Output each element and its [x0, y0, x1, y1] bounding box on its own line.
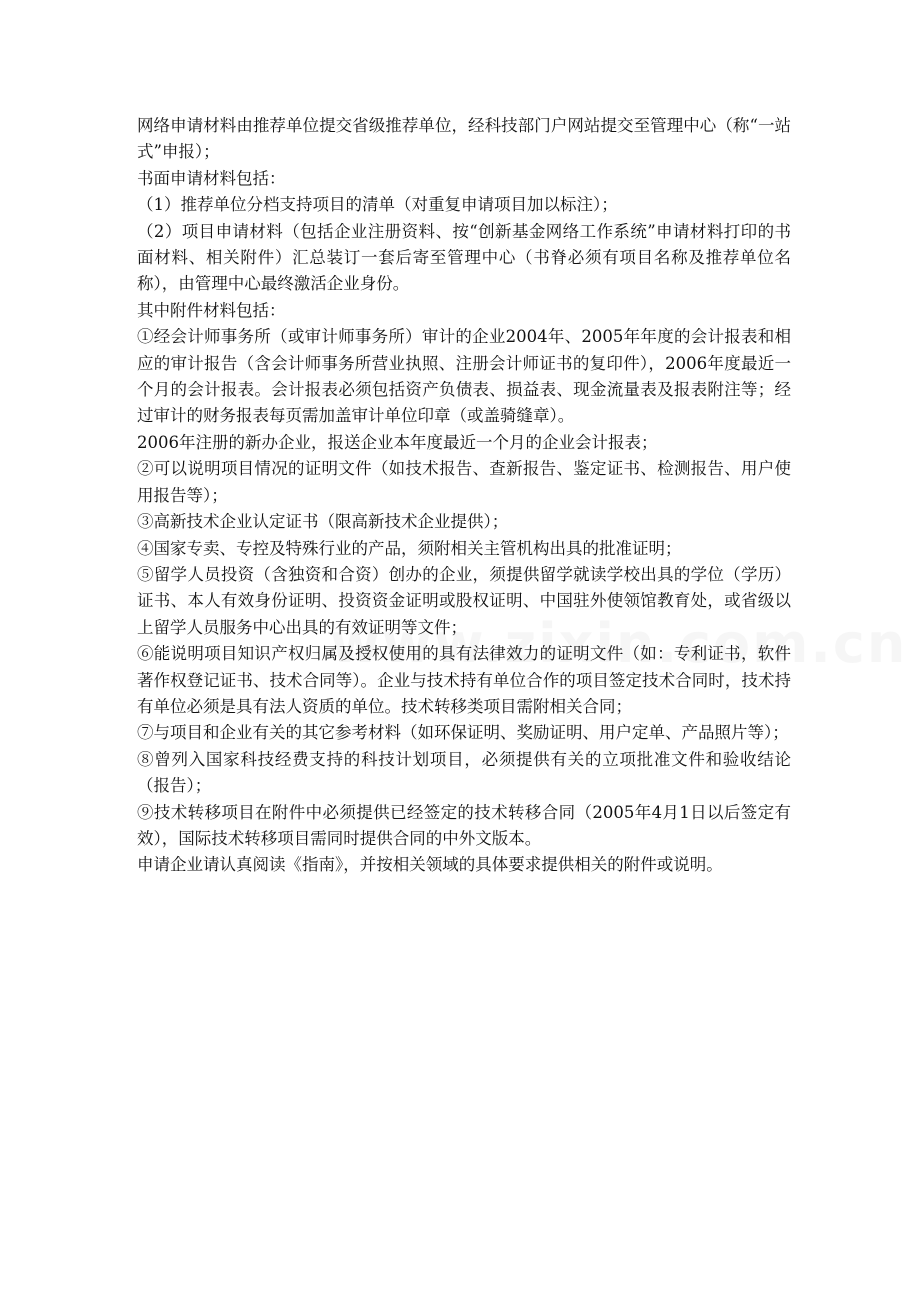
paragraph-attachment-4: ④国家专卖、专控及特殊行业的产品，须附相关主管机构出具的批准证明； [137, 538, 682, 558]
paragraph-attachment-9: ⑨技术转移项目在附件中必须提供已经签定的技术转移合同（2005年4月1日以后签定有效），国际技术转移项目需同时提供合同的中外文版本。 [137, 802, 791, 848]
paragraph-written-materials-heading: 书面申请材料包括： [137, 168, 286, 188]
document-body [137, 113, 791, 879]
paragraph-item-1: （1）推荐单位分档支持项目的清单（对重复申请项目加以标注）； [137, 195, 618, 215]
paragraph-new-enterprise: 2006年注册的新办企业，报送企业本年度最近一个月的企业会计报表； [137, 432, 658, 452]
paragraph-attachment-6: ⑥能说明项目知识产权归属及授权使用的具有法律效力的证明文件（如：专利证书，软件著作权登记证书、技术合同等）。企业与技术持有单位合作的项目签定技术合同时，技术持有单位必须是具有法人资质的单位。技术转移类项目需附相关合同； [137, 644, 791, 716]
paragraph-closing-note: 申请企业请认真阅读《指南》，并按相关领域的具体要求提供相关的附件或说明。 [137, 855, 723, 875]
paragraph-online-application: 网络申请材料由推荐单位提交省级推荐单位，经科技部门户网站提交至管理中心（称“一站式”申报）； [137, 116, 791, 162]
paragraph-attachment-8: ⑧曾列入国家科技经费支持的科技计划项目，必须提供有关的立项批准文件和验收结论（报告）； [137, 749, 791, 796]
paragraph-attachment-2: ②可以说明项目情况的证明文件（如技术报告、查新报告、鉴定证书、检测报告、用户使用报告等）； [137, 459, 791, 505]
paragraph-attachment-1: ①经会计师事务所（或审计师事务所）审计的企业2004年、2005年年度的会计报表和相应的审计报告（含会计师事务所营业执照、注册会计师证书的复印件），2006年度最近一个月的会计报表。会计报表必须包括资产负债表、损益表、现金流量表及报表附注等；经过审计的财务报表每页需加盖审计单位印章（或盖骑缝章）。 [137, 327, 791, 426]
paragraph-attachment-5: ⑤留学人员投资（含独资和合资）创办的企业，须提供留学就读学校出具的学位（学历）证书、本人有效身份证明、投资资金证明或股权证明、中国驻外使领馆教育处，或省级以上留学人员服务中心出具的有效证明等文件； [137, 564, 791, 637]
paragraph-attachment-7: ⑦与项目和企业有关的其它参考材料（如环保证明、奖励证明、用户定单、产品照片等）； [137, 723, 789, 743]
paragraph-attachments-heading: 其中附件材料包括： [137, 300, 286, 320]
paragraph-item-2: （2）项目申请材料（包括企业注册资料、按“创新基金网络工作系统”申请材料打印的书面材料、相关附件）汇总装订一套后寄至管理中心（书脊必须有项目名称及推荐单位名称），由管理中心最终激活企业身份。 [137, 221, 791, 294]
paragraph-attachment-3: ③高新技术企业认定证书（限高新技术企业提供）； [137, 512, 509, 532]
